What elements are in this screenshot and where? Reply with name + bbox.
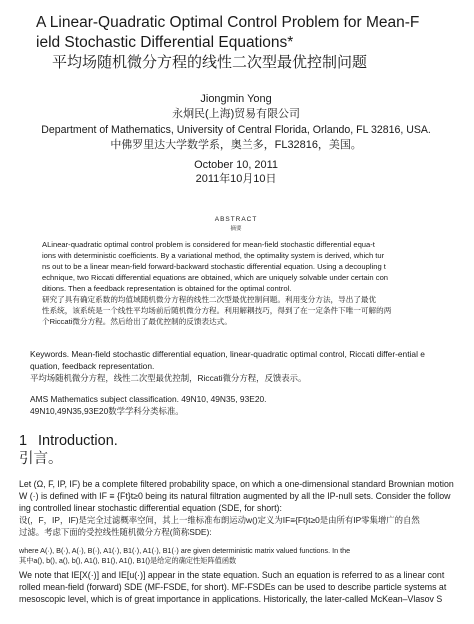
abstract-heading-chinese: 摘要	[230, 226, 242, 232]
abstract-chinese-line-2: 性系统，该系统是一个线性平均场前后随机微分方程。利用解耦技巧，得到了在一定条件下唯一可解的两	[42, 306, 392, 315]
abstract-line-1: ALinear-quadratic optimal control problem is considered for mean-field stochastic differential equa-t	[42, 240, 375, 249]
author-name-chinese: 永炯民(上海)贸易有限公司	[172, 108, 300, 120]
intro-paragraph-1-line-2: W (·) is defined with IF ≡ {Ft}t≥0 being its natural filtration augmented by all the IP-null sets. Consider the follow	[19, 491, 451, 501]
intro-paragraph-1-line-1: Let (Ω, F, IP, IF) be a complete filtered probability space, on which a one-dimensional standard Brownian motion	[19, 479, 454, 489]
abstract-line-5: ditions. Then a feedback representation is obtained for the optimal control.	[42, 284, 292, 293]
intro-paragraph-3-line-3: mesoscopic level, which is of great importance in applications. Historically, the later-called McKean–Vlasov S	[19, 594, 443, 604]
paper-date-chinese: 2011年10月10日	[195, 173, 277, 185]
paper-title-line-2: ield Stochastic Differential Equations*	[36, 34, 294, 51]
paper-title-chinese: 平均场随机微分方程的线性二次型最优控制问题	[52, 54, 368, 71]
abstract-heading: ABSTRACT	[214, 216, 258, 223]
abstract-line-4: echnique, two Riccati differential equations are obtained, which are uniquely solvable under certain con	[42, 273, 389, 282]
intro-paragraph-3-line-2: rolled mean-field (forward) SDE (MF-FSDE, for short). MF-FSDEs can be used to describe particle systems at	[19, 582, 447, 592]
author-affiliation: Department of Mathematics, University of Central Florida, Orlando, FL 32816, USA.	[41, 124, 431, 136]
paper-title-line-1: A Linear-Quadratic Optimal Control Problem for Mean-F	[36, 14, 420, 31]
intro-paragraph-2: where A(·), B(·), A(·), B(·), A1(·), B1(·), A1(·), B1(·) are given deterministic matrix valued functions. In the	[19, 546, 351, 555]
abstract-chinese-line-1: 研究了具有确定系数的均值域随机微分方程的线性二次型最优控制问题。利用变分方法，导出了最优	[42, 295, 377, 304]
section-title: Introduction.	[38, 433, 118, 449]
abstract-line-3: ns out to be a linear mean-field forward-backward stochastic differential equation. Using a decoupling t	[42, 262, 386, 271]
author-affiliation-chinese: 中佛罗里达大学数学系，奥兰多，FL32816，美国。	[110, 139, 362, 151]
keywords-chinese: 平均场随机微分方程，线性二次型最优控制，Riccati微分方程，反馈表示。	[30, 373, 307, 383]
intro-paragraph-3-line-1: We note that IE[X(·)] and IE[u(·)] appear in the state equation. Such an equation is referred to as a linear cont	[19, 570, 445, 580]
intro-paragraph-1-chinese-line-2: 过滤。考虑下面的受控线性随机微分方程(简称SDE):	[19, 527, 212, 537]
ams-classification-chinese: 49N10,49N35,93E20数学学科分类标准。	[30, 406, 184, 416]
intro-paragraph-2-chinese: 其中a(), b(), a(), b(), A1(), B1(), A1(), B1()是给定的确定性矩阵值函数	[19, 556, 237, 565]
intro-paragraph-1-chinese-line-1: 设(，F，IP，IF)是完全过滤概率空间，其上一维标准布朗运动w()定义为IF≡{Ft}t≥0是由所有IP零集增广的自然	[19, 515, 420, 525]
keywords-line-1: Keywords. Mean-field stochastic differential equation, linear-quadratic optimal control, Riccati differ-ential e	[30, 349, 425, 359]
abstract-chinese-line-3: 个Riccati微分方程。然后给出了最优控制的反馈表达式。	[42, 317, 232, 326]
author-name: Jiongmin Yong	[200, 93, 272, 105]
section-title-chinese: 引言。	[19, 451, 63, 467]
abstract-line-2: ions with deterministic coefficients. By a variational method, the optimality system is derived, which tur	[42, 251, 385, 260]
paper-date: October 10, 2011	[194, 159, 278, 171]
intro-paragraph-1-line-3: ing controlled linear stochastic differential equation (SDE, for short):	[19, 503, 282, 513]
ams-classification: AMS Mathematics subject classification. 49N10, 49N35, 93E20.	[30, 394, 267, 404]
section-number: 1	[19, 433, 28, 449]
keywords-line-2: quation, feedback representation.	[30, 361, 155, 371]
